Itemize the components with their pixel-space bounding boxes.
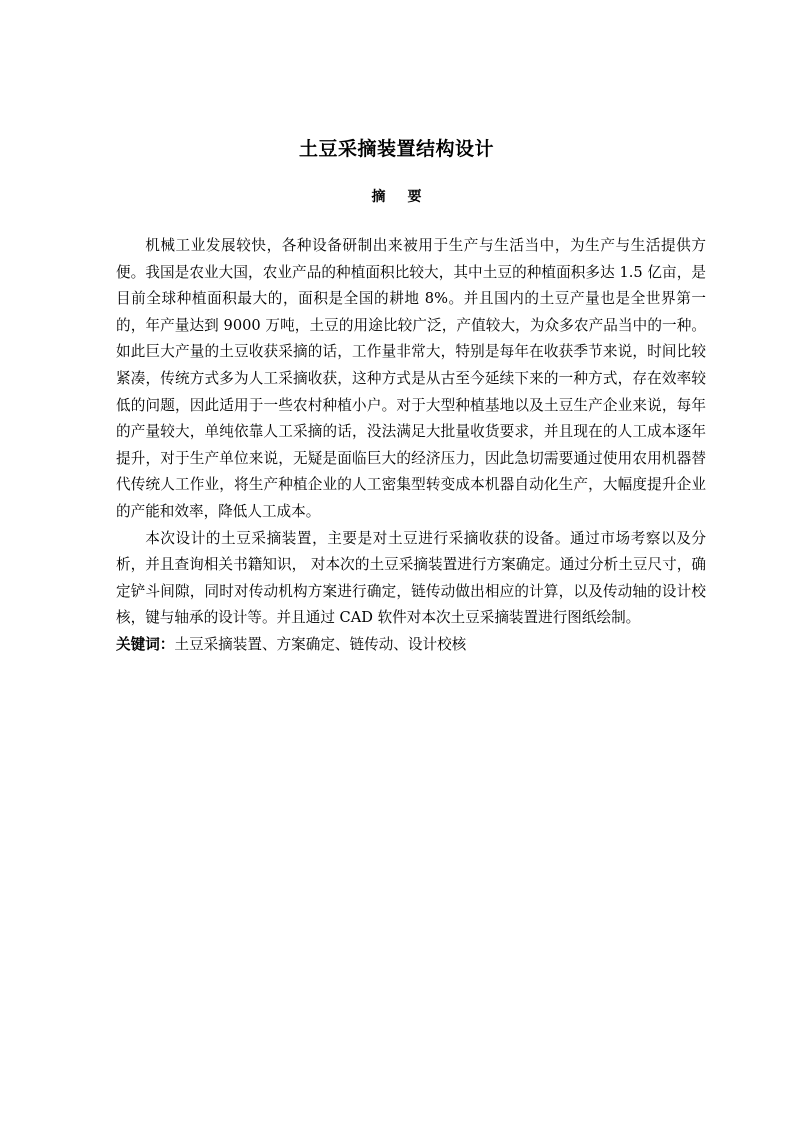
keywords-text: 土豆采摘装置、方案确定、链传动、设计校核 (174, 635, 467, 653)
document-title: 土豆采摘装置结构设计 (298, 138, 494, 160)
keywords-label: 关键词： (116, 635, 175, 653)
abstract-heading-char-1: 摘 (371, 189, 386, 205)
abstract-paragraph-2: 本次设计的土豆采摘装置，主要是对土豆进行采摘收获的设备。通过市场考察以及分析，并且查询相关书籍知识， 对本次的土豆采摘装置进行方案确定。通过分析土豆尺寸，确定铲斗间隙，同时对传动机构方案进行确定，链传动做出相应的计算，以及传动轴的设计校核，键与轴承的设计等。并且通过 CAD 软件对本次土豆采摘装置进行图纸绘制。 (116, 529, 706, 627)
abstract-body (116, 233, 706, 659)
abstract-paragraph-1: 机械工业发展较快，各种设备研制出来被用于生产与生活当中，为生产与生活提供方便。我国是农业大国，农业产品的种植面积比较大，其中土豆的种植面积多达 1.5 亿亩，是目前全球种植面积最大的，面积是全国的耕地 8%。并且国内的土豆产量也是全世界第一的，年产量达到 9000 万吨，土豆的用途比较广泛，产值较大，为众多农产品当中的一种。如此巨大产量的土豆收获采摘的话，工作量非常大，特别是每年在收获季节来说，时间比较紧凑，传统方式多为人工采摘收获，这种方式是从古至今延续下来的一种方式，存在效率较低的问题，因此适用于一些农村种植小户。对于大型种植基地以及土豆生产企业来说，每年的产量较大，单纯依靠人工采摘的话，没法满足大批量收货要求，并且现在的人工成本逐年提升，对于生产单位来说，无疑是面临巨大的经济压力，因此急切需要通过使用农用机器替代传统人工作业，将生产种植企业的人工密集型转变成本机器自动化生产，大幅度提升企业的产能和效率，降低人工成本。 (116, 237, 706, 520)
abstract-heading-char-2: 要 (407, 189, 422, 205)
keywords-line (116, 632, 706, 659)
abstract-heading (0, 186, 793, 208)
